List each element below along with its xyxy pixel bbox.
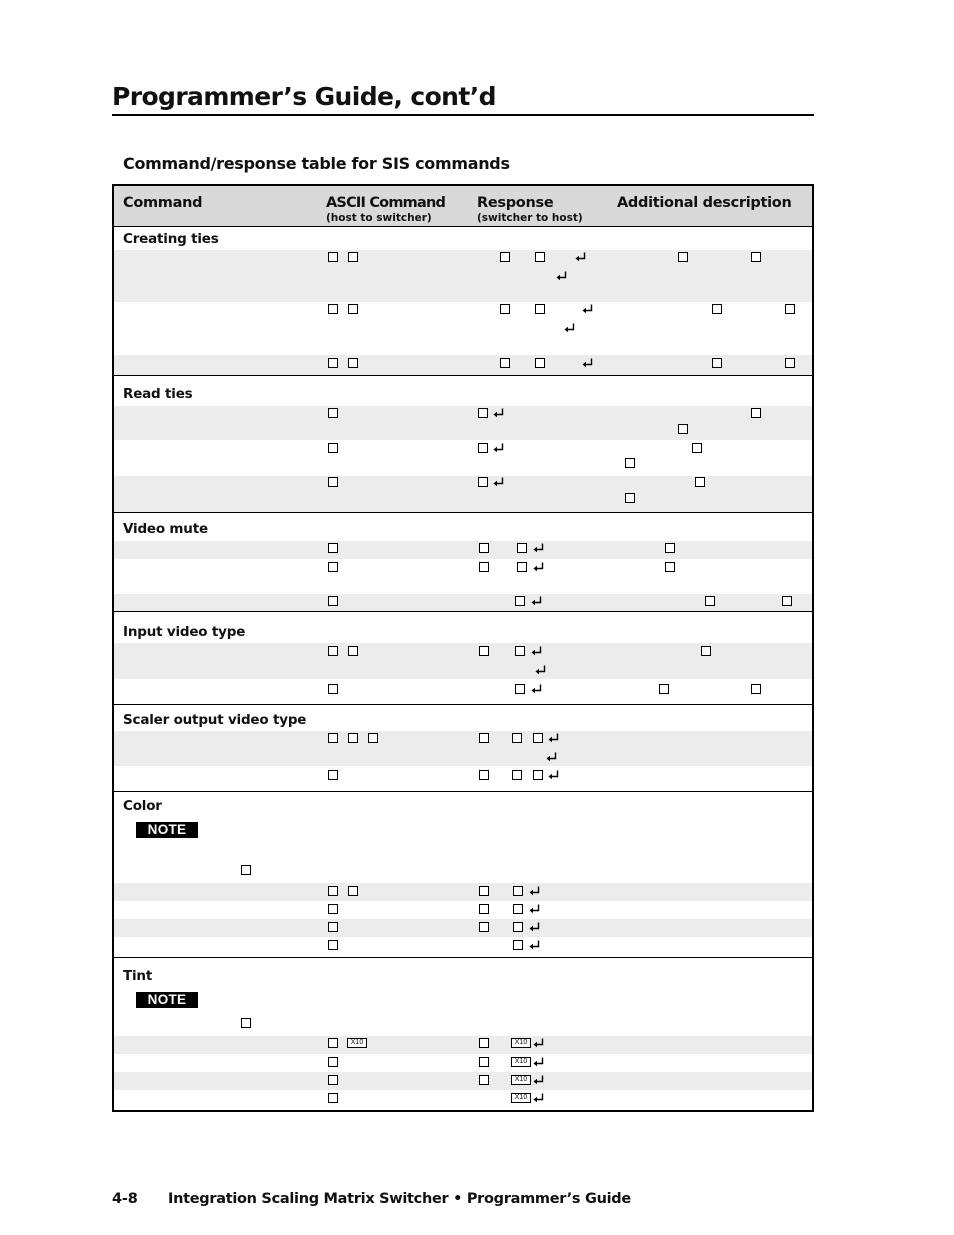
carriage-return-icon [531, 646, 542, 656]
carriage-return-icon [535, 665, 546, 675]
variable-placeholder-box-icon [328, 1075, 338, 1085]
variable-placeholder-box-icon [328, 358, 338, 368]
variable-placeholder-box-icon [659, 684, 669, 694]
variable-placeholder-box-icon [328, 443, 338, 453]
group-divider [114, 375, 812, 376]
carriage-return-icon [493, 477, 504, 487]
variable-placeholder-box-icon [241, 865, 251, 875]
variable-placeholder-box-icon [328, 543, 338, 553]
variable-placeholder-box-icon [513, 904, 523, 914]
column-subheader-response: (switcher to host) [477, 212, 583, 224]
variable-placeholder-box-icon [785, 304, 795, 314]
variable-placeholder-box-icon [515, 596, 525, 606]
group-divider [114, 611, 812, 612]
variable-placeholder-box-icon [328, 408, 338, 418]
variable-placeholder-box-icon [328, 922, 338, 932]
column-header-command: Command [123, 195, 203, 211]
variable-placeholder-box-icon [517, 543, 527, 553]
variable-placeholder-box-icon [348, 252, 358, 262]
variable-placeholder-box-icon [478, 477, 488, 487]
variable-placeholder-box-icon [500, 358, 510, 368]
table-row-band [114, 883, 812, 901]
variable-placeholder-box-icon [479, 922, 489, 932]
variable-placeholder-box-icon [348, 733, 358, 743]
variable-placeholder-box-icon [328, 940, 338, 950]
group-divider [114, 957, 812, 958]
table-row-band [114, 406, 812, 440]
carriage-return-icon [556, 271, 567, 281]
variable-placeholder-box-icon [328, 1038, 338, 1048]
variable-placeholder-box-icon [513, 886, 523, 896]
variable-placeholder-box-icon [535, 252, 545, 262]
variable-placeholder-box-icon [512, 733, 522, 743]
variable-placeholder-box-icon [712, 358, 722, 368]
variable-placeholder-box-icon [479, 1075, 489, 1085]
variable-placeholder-box-icon [328, 1057, 338, 1067]
variable-placeholder-box-icon [479, 904, 489, 914]
group-divider [114, 704, 812, 705]
carriage-return-icon [575, 252, 586, 262]
group-label-tint: Tint [123, 968, 153, 984]
variable-placeholder-box-icon [705, 596, 715, 606]
variable-placeholder-box-icon [328, 733, 338, 743]
table-row-band [114, 919, 812, 937]
variable-placeholder-box-icon [533, 770, 543, 780]
carriage-return-icon [529, 922, 540, 932]
carriage-return-icon [564, 323, 575, 333]
variable-placeholder-box-icon [678, 252, 688, 262]
variable-placeholder-box-icon [241, 1018, 251, 1028]
carriage-return-icon [533, 543, 544, 553]
section-heading: Command/response table for SIS commands [123, 154, 510, 173]
variable-placeholder-box-icon [348, 304, 358, 314]
carriage-return-icon [533, 562, 544, 572]
variable-placeholder-box-icon [368, 733, 378, 743]
column-header-ascii-command: ASCII Command [326, 195, 446, 211]
carriage-return-icon [531, 596, 542, 606]
variable-placeholder-box-icon [678, 424, 688, 434]
variable-placeholder-box-icon [328, 477, 338, 487]
note-badge: NOTE [136, 992, 198, 1008]
variable-placeholder-box-icon [348, 358, 358, 368]
variable-placeholder-box-icon [478, 408, 488, 418]
variable-placeholder-box-icon [500, 304, 510, 314]
variable-placeholder-box-icon [515, 684, 525, 694]
page-number: 4-8 [112, 1191, 138, 1207]
variable-placeholder-box-icon [479, 886, 489, 896]
table-row-band [114, 1072, 812, 1090]
table-row-band [114, 731, 812, 766]
title-rule [112, 114, 814, 116]
variable-placeholder-box-icon [513, 940, 523, 950]
group-divider [114, 512, 812, 513]
footer-title: Integration Scaling Matrix Switcher • Programmer’s Guide [168, 1191, 631, 1207]
variable-placeholder-box-icon [479, 1038, 489, 1048]
variable-placeholder-box-icon [328, 646, 338, 656]
variable-placeholder-box-icon [751, 684, 761, 694]
carriage-return-icon [493, 443, 504, 453]
column-header-response: Response [477, 195, 554, 211]
variable-placeholder-box-icon [328, 596, 338, 606]
carriage-return-icon [533, 1057, 544, 1067]
variable-placeholder-box-icon [479, 562, 489, 572]
variable-placeholder-box-icon [701, 646, 711, 656]
carriage-return-icon [533, 1038, 544, 1048]
variable-placeholder-box-icon [479, 733, 489, 743]
carriage-return-icon [493, 408, 504, 418]
variable-placeholder-box-icon [328, 684, 338, 694]
variable-placeholder-box-icon [348, 886, 358, 896]
group-label-color: Color [123, 798, 162, 814]
variable-placeholder-box-icon [625, 458, 635, 468]
x10-placeholder-icon: X10 [511, 1075, 531, 1085]
variable-placeholder-box-icon [479, 646, 489, 656]
x10-placeholder-icon: X10 [511, 1057, 531, 1067]
variable-placeholder-box-icon [328, 886, 338, 896]
group-label-input-video-type: Input video type [123, 624, 246, 640]
variable-placeholder-box-icon [515, 646, 525, 656]
variable-placeholder-box-icon [500, 252, 510, 262]
x10-placeholder-icon: X10 [511, 1093, 531, 1103]
variable-placeholder-box-icon [479, 543, 489, 553]
variable-placeholder-box-icon [625, 493, 635, 503]
group-label-read-ties: Read ties [123, 386, 193, 402]
variable-placeholder-box-icon [328, 1093, 338, 1103]
group-label-video-mute: Video mute [123, 521, 208, 537]
x10-placeholder-icon: X10 [511, 1038, 531, 1048]
group-label-scaler-output-video-type: Scaler output video type [123, 712, 307, 728]
sis-command-table [112, 184, 814, 1112]
variable-placeholder-box-icon [712, 304, 722, 314]
variable-placeholder-box-icon [665, 543, 675, 553]
table-header [114, 186, 812, 227]
variable-placeholder-box-icon [479, 770, 489, 780]
carriage-return-icon [529, 886, 540, 896]
carriage-return-icon [533, 1093, 544, 1103]
table-row-band [114, 1036, 812, 1054]
carriage-return-icon [548, 733, 559, 743]
variable-placeholder-box-icon [328, 770, 338, 780]
variable-placeholder-box-icon [328, 252, 338, 262]
variable-placeholder-box-icon [665, 562, 675, 572]
variable-placeholder-box-icon [478, 443, 488, 453]
carriage-return-icon [546, 752, 557, 762]
variable-placeholder-box-icon [533, 733, 543, 743]
variable-placeholder-box-icon [479, 1057, 489, 1067]
column-header-additional-description: Additional description [617, 195, 792, 211]
group-divider [114, 791, 812, 792]
variable-placeholder-box-icon [517, 562, 527, 572]
variable-placeholder-box-icon [785, 358, 795, 368]
carriage-return-icon [582, 304, 593, 314]
page-title: Programmer’s Guide, cont’d [112, 82, 496, 111]
note-badge: NOTE [136, 822, 198, 838]
variable-placeholder-box-icon [328, 304, 338, 314]
variable-placeholder-box-icon [535, 358, 545, 368]
variable-placeholder-box-icon [535, 304, 545, 314]
variable-placeholder-box-icon [328, 904, 338, 914]
carriage-return-icon [548, 770, 559, 780]
group-label-creating-ties: Creating ties [123, 231, 219, 247]
carriage-return-icon [531, 684, 542, 694]
variable-placeholder-box-icon [513, 922, 523, 932]
variable-placeholder-box-icon [692, 443, 702, 453]
carriage-return-icon [529, 940, 540, 950]
x10-placeholder-icon: X10 [347, 1038, 367, 1048]
variable-placeholder-box-icon [512, 770, 522, 780]
variable-placeholder-box-icon [751, 408, 761, 418]
variable-placeholder-box-icon [695, 477, 705, 487]
table-row-band [114, 541, 812, 559]
column-subheader-ascii-command: (host to switcher) [326, 212, 432, 224]
table-row-band [114, 250, 812, 302]
carriage-return-icon [582, 358, 593, 368]
table-row-band [114, 355, 812, 375]
carriage-return-icon [529, 904, 540, 914]
table-row-band [114, 476, 812, 512]
variable-placeholder-box-icon [328, 562, 338, 572]
variable-placeholder-box-icon [751, 252, 761, 262]
variable-placeholder-box-icon [782, 596, 792, 606]
variable-placeholder-box-icon [348, 646, 358, 656]
carriage-return-icon [533, 1075, 544, 1085]
